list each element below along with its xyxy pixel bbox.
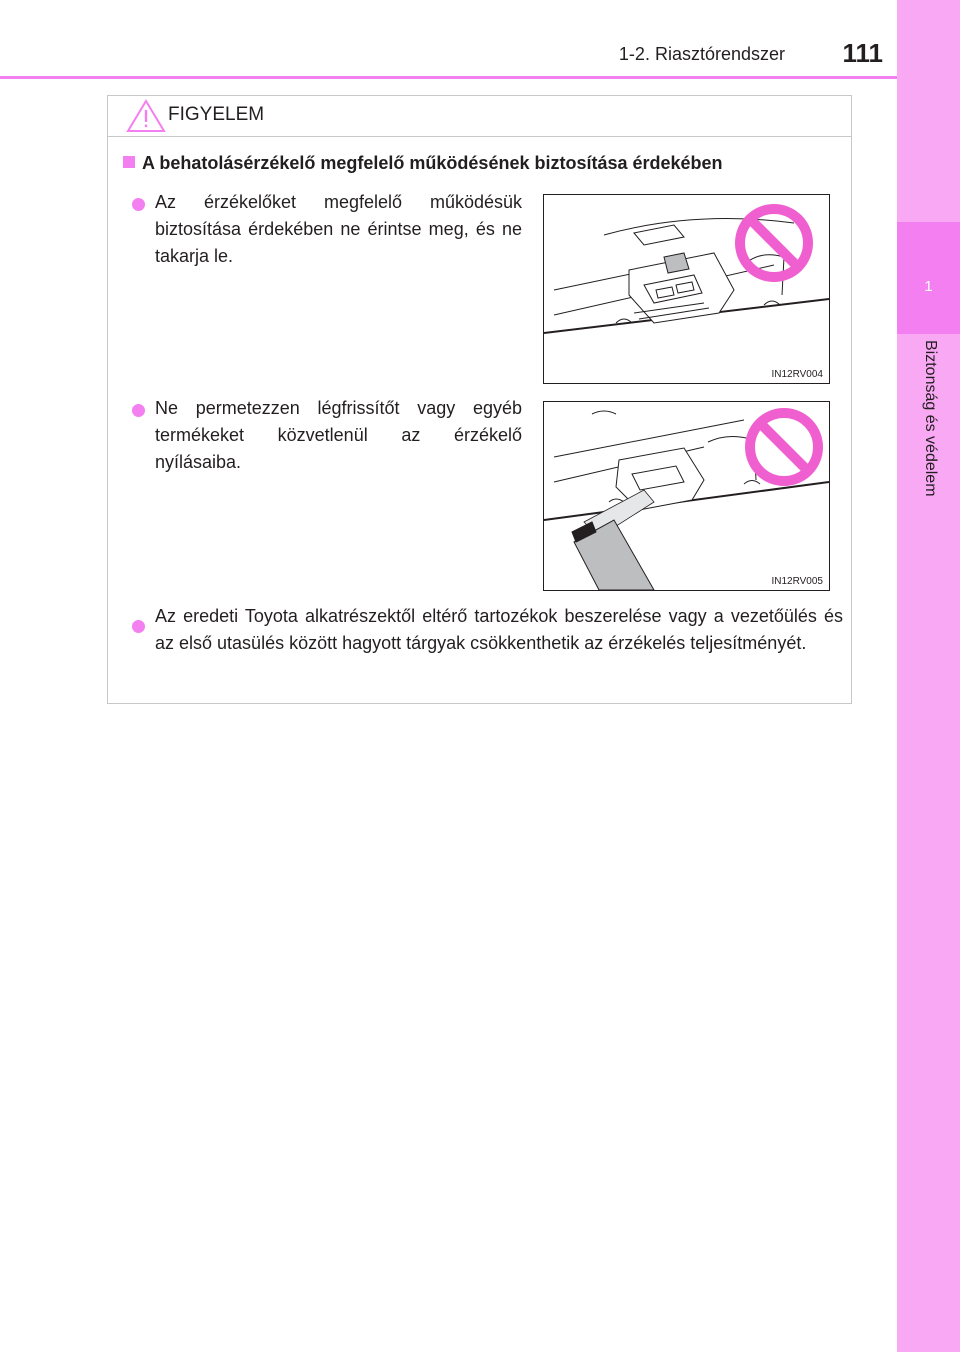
section-title: 1-2. Riasztórendszer	[618, 44, 785, 64]
bullet-icon	[132, 404, 145, 417]
warning-item-2: Ne permetezzen légfrissítőt vagy egyéb termékeket közvetlenül az érzékelő nyílásaiba.	[155, 398, 522, 472]
spray-can-illustration	[544, 402, 829, 590]
warning-triangle-icon	[126, 98, 166, 134]
figure-sensor-touch	[543, 194, 830, 384]
bullet-icon	[132, 198, 145, 211]
figure-label: IN12RV004	[771, 369, 823, 380]
warning-item-3: Az eredeti Toyota alkatrészektől eltérő tartozékok beszerelése vagy a vezetőülés és az első utasülés között hagyott tárgyak csökkenthetik az érzékelés teljesítményét.	[155, 606, 843, 653]
chapter-label: Biztonság és védelem	[922, 340, 939, 497]
warning-title: FIGYELEM	[168, 104, 265, 125]
header-rule	[0, 76, 897, 79]
chapter-number: 1	[924, 278, 933, 295]
square-bullet-icon	[123, 156, 135, 168]
warning-subheading: A behatolásérzékelő megfelelő működésének biztosítása érdekében	[123, 153, 723, 174]
bullet-icon	[132, 620, 145, 633]
warning-box	[107, 95, 852, 704]
page-number: 111	[842, 38, 883, 68]
figure-spray-warning	[543, 401, 830, 591]
ceiling-sensor-illustration	[544, 195, 829, 383]
figure-label: IN12RV005	[771, 576, 823, 587]
warning-item-1: Az érzékelőket megfelelő működésük biztosítása érdekében ne érintse meg, és ne takarja le.	[155, 192, 522, 266]
side-tab	[897, 0, 960, 1352]
warning-header	[108, 96, 851, 137]
